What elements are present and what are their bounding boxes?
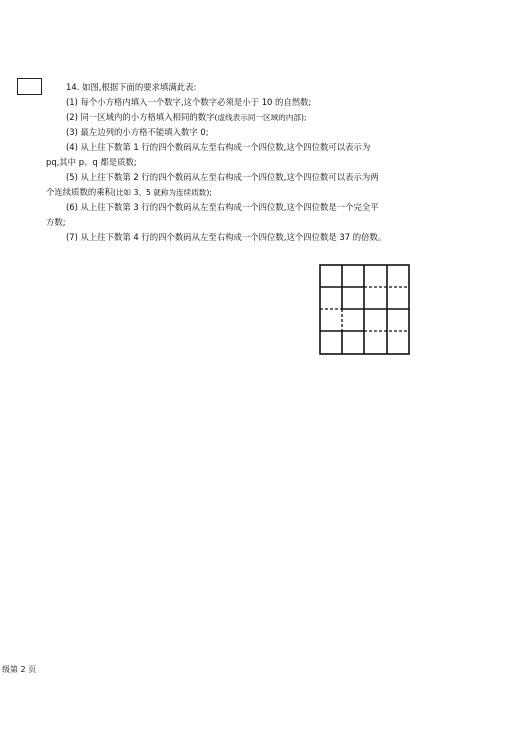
rule-3: (3) 最左边列的小方格不能填入数字 0; [66,127,209,137]
rule-5-note: (比如 3、5 就称为连续质数); [113,188,212,197]
rule-7: (7) 从上往下数第 4 行的四个数码从左至右构成一个四位数,这个四位数是 37 的倍数。 [66,232,387,242]
question-14 [46,80,426,245]
rule-6-line-2: 方数; [46,217,66,227]
rule-5-line-1: (5) 从上往下数第 2 行的四个数码从左至右构成一个四位数,这个四位数可以表示为两 [66,172,379,182]
page-footer: 级第 2 页 [2,665,37,674]
rule-2-note: (虚线表示同一区域的内部); [214,113,307,122]
rule-5-text: 个连续质数的乘积 [46,187,113,197]
rule-4-line-1: (4) 从上往下数第 1 行的四个数码从左至右构成一个四位数,这个四位数可以表示为 [66,142,371,152]
rule-5-line-2 [46,185,426,200]
rule-2-text: (2) 同一区域内的小方格填入相同的数字 [66,112,215,122]
puzzle-grid [319,264,411,356]
rule-1: (1) 每个小方格内填入一个数字,这个数字必须是小于 10 的自然数; [66,97,312,107]
rule-6-line-1: (6) 从上往下数第 3 行的四个数码从左至右构成一个四位数,这个四位数是一个完全平 [66,202,379,212]
question-heading: 14. 如图,根据下面的要求填满此表: [66,82,197,92]
score-box [17,78,42,95]
rule-2 [46,110,426,125]
rule-4-line-2: pq,其中 p、q 都是质数; [46,157,137,167]
